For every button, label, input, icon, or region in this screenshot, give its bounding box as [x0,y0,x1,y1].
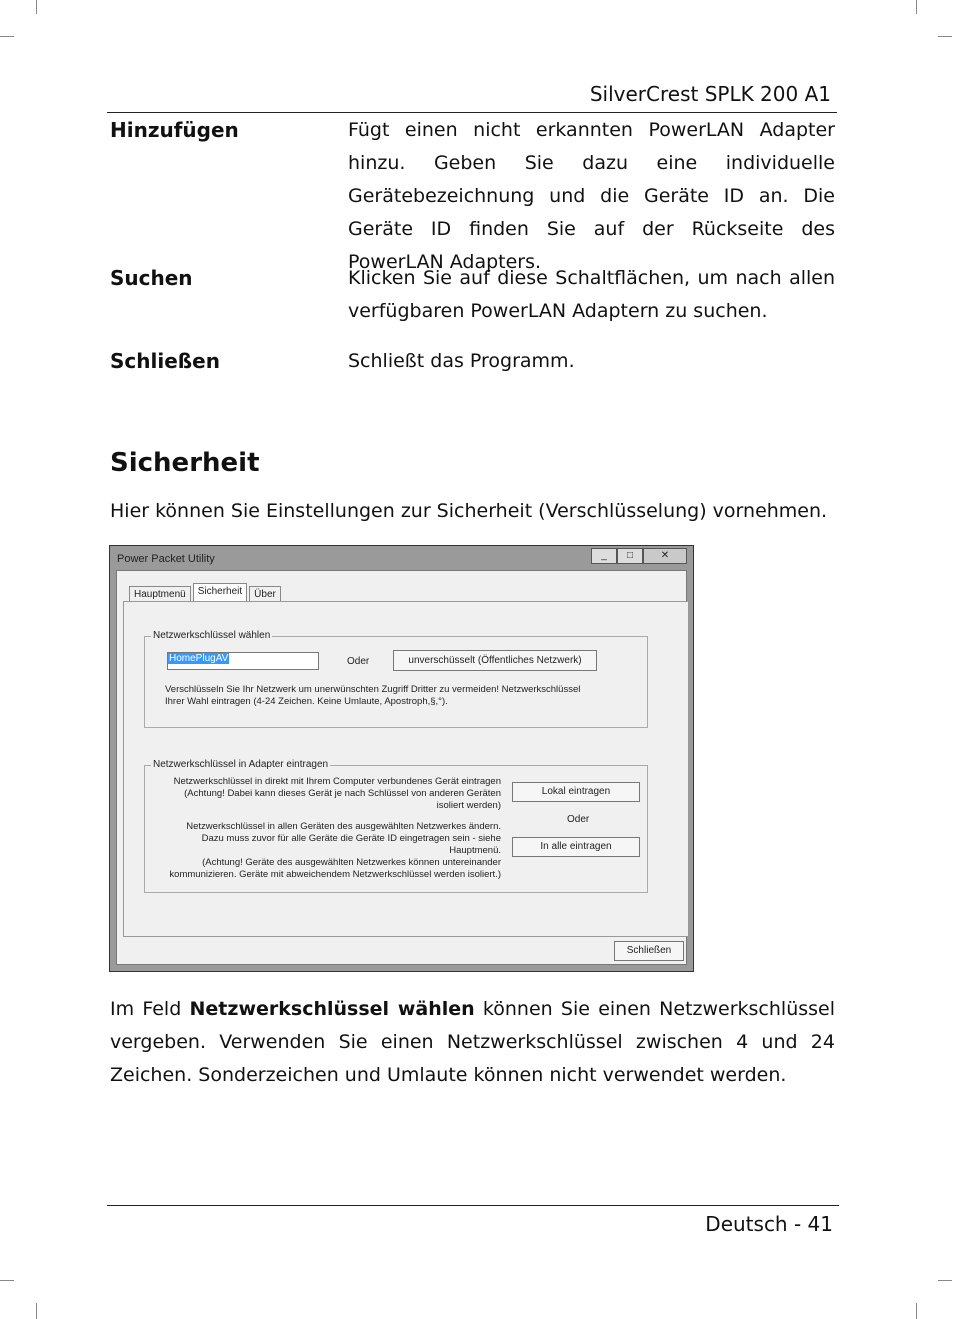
crop-mark [916,0,917,14]
apply-local-text-2: (Achtung! Dabei kann dieses Gerät je nach Schlüssel von anderen Geräten [184,788,501,799]
apply-local-text-3: isoliert werden) [436,800,501,811]
term-schliessen: Schließen [110,349,220,373]
tab-hauptmenue[interactable]: Hauptmenü [129,586,191,602]
crop-mark [36,0,37,14]
key-hint-line1: Verschlüsseln Sie Ihr Netzwerk um unerwünschten Zugriff Dritter zu vermeiden! Netzwerkschlüssel [165,684,581,695]
apply-all-text-3: Hauptmenü. [449,845,501,856]
para-before: Im Feld [110,998,190,1020]
minimize-icon[interactable]: _ [591,548,617,564]
apply-all-text-5: kommunizieren. Geräte mit abweichendem Netzwerkschlüssel werden isoliert.) [169,869,501,880]
term-suchen: Suchen [110,266,193,290]
apply-all-text-2: Dazu muss zuvor für alle Geräte die Geräte ID eingetragen sein - siehe [201,833,501,844]
tab-ueber[interactable]: Über [249,586,281,602]
footer-rule [107,1205,839,1206]
window-controls [591,548,687,564]
oder-label-2: Oder [567,814,590,825]
window-title: Power Packet Utility [117,553,215,565]
desc-schliessen: Schließt das Programm. [348,350,575,372]
crop-mark [0,1280,14,1281]
apply-all-text-4: (Achtung! Geräte des ausgewählten Netzwerkes können untereinander [202,857,501,868]
desc-hinzufuegen: Fügt einen nicht erkannten PowerLAN Adapter hinzu. Geben Sie dazu eine individuelle Gerätebezeichnung und die Geräte ID an. Die Geräte ID finden Sie auf der Rückseite des PowerLAN Adapters. [348,119,835,273]
group-key-select [144,630,648,728]
apply-local-text-1: Netzwerkschlüssel in direkt mit Ihrem Computer verbundenes Gerät eintragen [173,776,501,787]
crop-mark [938,1280,952,1281]
header-rule [107,112,837,113]
group-key-apply [144,759,648,893]
page-header: SilverCrest SPLK 200 A1 [589,82,831,106]
crop-mark [916,1303,917,1319]
section-intro: Hier können Sie Einstellungen zur Sicherheit (Verschlüsselung) vornehmen. [110,500,828,522]
local-apply-button[interactable]: Lokal eintragen [512,782,640,802]
para-bold: Netzwerkschlüssel wählen [189,998,475,1020]
oder-label-1: Oder [347,656,370,667]
key-hint-line2: Ihrer Wahl eintragen (4-24 Zeichen. Keine Umlaute, Apostroph,§,°). [165,696,448,707]
tab-bar [129,583,283,602]
network-key-value: HomePlugAV [169,653,229,664]
group-key-select-label: Netzwerkschlüssel wählen [153,630,271,641]
close-program-button[interactable]: Schließen [614,941,684,961]
apply-all-text-1: Netzwerkschlüssel in allen Geräten des ausgewählten Netzwerkes ändern. [186,821,501,832]
group-key-apply-label: Netzwerkschlüssel in Adapter eintragen [153,759,329,770]
body-paragraph [110,993,835,1092]
apply-all-button[interactable]: In alle eintragen [512,837,640,857]
network-key-input[interactable] [167,652,319,670]
close-icon[interactable]: ✕ [643,548,687,564]
desc-suchen: Klicken Sie auf diese Schaltflächen, um nach allen verfügbaren PowerLAN Adaptern zu suchen. [348,267,835,322]
page-footer: Deutsch - 41 [705,1212,833,1236]
crop-mark [36,1303,37,1319]
app-window-screenshot [109,545,694,972]
para-after: können Sie einen Netzwerkschlüssel vergeben. Verwenden Sie einen Netzwerkschlüssel zwischen 4 und 24 Zeichen. Sonderzeichen und Umlaute können nicht verwendet werden. [110,998,836,1086]
window-client [116,570,687,965]
crop-mark [0,36,14,37]
term-hinzufuegen: Hinzufügen [110,118,239,142]
section-title: Sicherheit [110,448,260,478]
security-panel [123,601,689,937]
unencrypted-button[interactable]: unverschüsselt (Öffentliches Netzwerk) [393,650,597,671]
maximize-icon[interactable]: □ [617,548,643,564]
tab-sicherheit[interactable]: Sicherheit [193,583,247,602]
crop-mark [938,36,952,37]
